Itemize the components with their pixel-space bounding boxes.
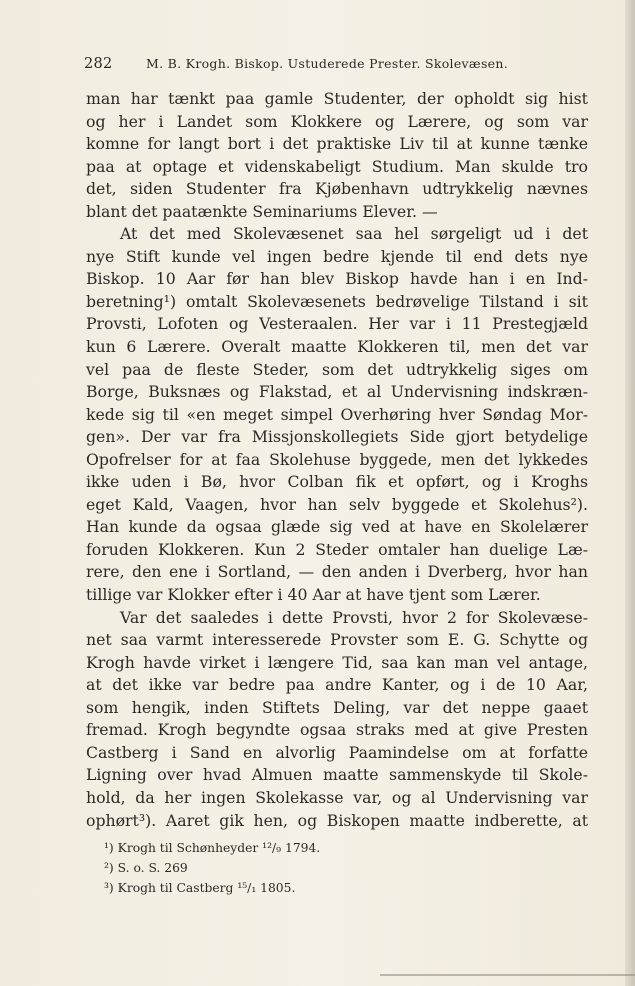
running-head: M. B. Krogh. Biskop. Ustuderede Prester. Skolevæsen. (146, 56, 509, 71)
body-text (86, 88, 588, 832)
text-line: og her i Landet som Klokkere og Lærere, og som var (86, 111, 588, 131)
page-edge-right (625, 0, 635, 986)
text-line: Borge, Buksnæs og Flakstad, et al Undervisning indskræn- (86, 382, 588, 402)
page-header (84, 54, 544, 76)
text-line: kede sig til «en meget simpel Overhøring hver Søndag Mor- (86, 404, 588, 424)
page-number: 282 (84, 56, 113, 72)
footnote: ³) Krogh til Castberg ¹⁵/₁ 1805. (104, 881, 296, 895)
text-line: Opofrelser for at faa Skolehuse byggede, men det lykkedes (86, 449, 588, 469)
text-line: hold, da her ingen Skolekasse var, og al Undervisning var (86, 787, 588, 807)
text-line: rere, den ene i Sortland, — den anden i Dverberg, hvor han (86, 562, 588, 582)
text-line: tillige var Klokker efter i 40 Aar at have tjent som Lærer. (86, 585, 541, 605)
text-line: Krogh havde virket i længere Tid, saa kan man vel antage, (86, 652, 588, 672)
text-line: ophørt³). Aaret gik hen, og Biskopen maatte indberette, at (86, 810, 588, 830)
text-line: Han kunde da ogsaa glæde sig ved at have en Skolelærer (86, 517, 588, 537)
text-line: beretning¹) omtalt Skolevæsenets bedrøvelige Tilstand i sit (86, 291, 588, 311)
text-line: Provsti, Lofoten og Vesteraalen. Her var i 11 Prestegjæld (86, 314, 588, 334)
text-line: nye Stift kunde vel ingen bedre kjende til end dets nye (86, 246, 588, 266)
footnote: ²) S. o. S. 269 (104, 861, 188, 875)
text-line: At det med Skolevæsenet saa hel sørgeligt ud i det (120, 224, 588, 244)
text-line: man har tænkt paa gamle Studenter, der opholdt sig hist (86, 89, 588, 108)
text-line: Castberg i Sand en alvorlig Paamindelse om at forfatte (86, 742, 588, 762)
footnotes (104, 838, 404, 898)
text-line: som hengik, inden Stiftets Deling, var det neppe gaaet (86, 697, 588, 717)
text-line: det, siden Studenter fra Kjøbenhavn udtrykkelig nævnes (86, 179, 588, 199)
text-line: fremad. Krogh begyndte ogsaa straks med at give Presten (86, 720, 588, 740)
text-line: Ligning over hvad Almuen maatte sammenskyde til Skole- (86, 765, 588, 785)
page-edge-bottom (380, 974, 635, 976)
text-line: foruden Klokkeren. Kun 2 Steder omtaler han duelige Læ- (86, 539, 588, 559)
text-line: vel paa de fleste Steder, som det udtrykkelig siges om (86, 359, 588, 379)
text-line: blant det paatænkte Seminariums Elever. — (86, 201, 438, 221)
paragraph-2 (86, 223, 588, 606)
footnote: ¹) Krogh til Schønheyder ¹²/₉ 1794. (104, 841, 321, 855)
text-line: Biskop. 10 Aar før han blev Biskop havde han i en Ind- (86, 269, 588, 289)
text-line: ikke uden i Bø, hvor Colban fik et opført, og i Kroghs (86, 472, 588, 492)
text-line: gen». Der var fra Missjonskollegiets Side gjort betydelige (86, 427, 588, 447)
paragraph-1 (86, 88, 588, 223)
text-line: eget Kald, Vaagen, hvor han selv byggede et Skolehus²). (86, 494, 588, 514)
text-line: komne for langt bort i det praktiske Liv til at kunne tænke (86, 134, 588, 154)
text-line: net saa varmt interesserede Provster som E. G. Schytte og (86, 630, 588, 650)
text-line: kun 6 Lærere. Overalt maatte Klokkeren til, men det var (86, 337, 588, 357)
text-line: Var det saaledes i dette Provsti, hvor 2 for Skolevæse- (120, 607, 588, 627)
text-line: at det ikke var bedre paa andre Kanter, og i de 10 Aar, (86, 675, 588, 695)
paragraph-3 (86, 607, 588, 832)
text-line: paa at optage et videnskabeligt Studium. Man skulde tro (86, 156, 588, 176)
